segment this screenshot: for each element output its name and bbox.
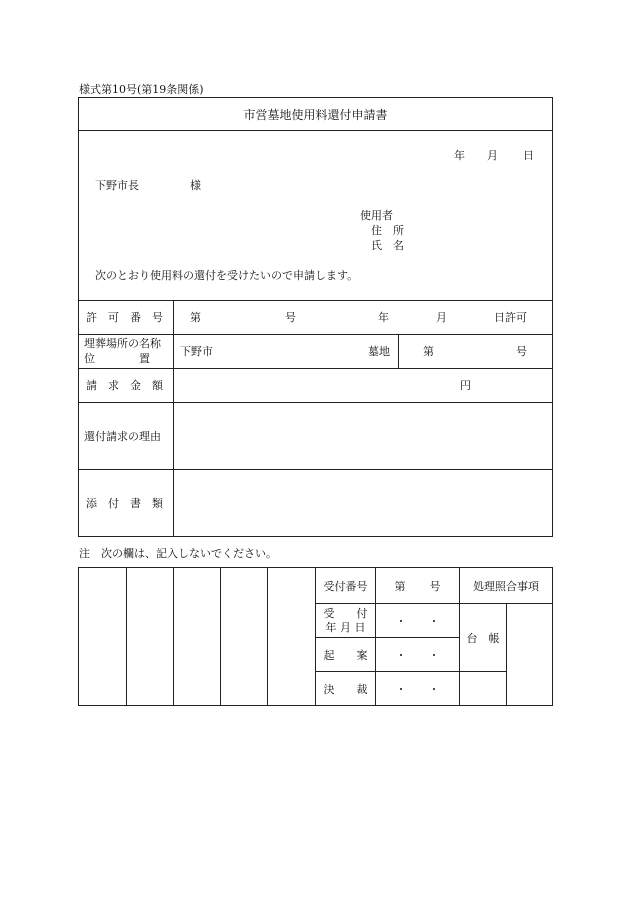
amount-label: 請 求 金 額 (86, 379, 163, 392)
draft-label: 起 案 (316, 638, 376, 672)
attachments-label: 添 付 書 類 (86, 497, 163, 510)
date-day: 日 (523, 149, 534, 162)
date-month: 月 (487, 149, 498, 162)
request-text: 次のとおり使用料の還付を受けたいので申請します。 (95, 269, 359, 282)
office-note: 注 次の欄は、記入しないでください。 (79, 547, 277, 560)
amount-unit: 円 (460, 379, 471, 392)
ledger-empty-cell (460, 672, 507, 706)
row-divider-3 (78, 368, 553, 369)
receipt-number-label: 受付番号 (316, 568, 376, 604)
office-use-table (78, 567, 553, 706)
date-year: 年 (454, 149, 465, 162)
process-check-label: 処理照合事項 (460, 568, 553, 604)
applicant-address-label: 住 所 (371, 224, 404, 237)
title-divider (78, 130, 553, 131)
permit-dai: 第 (190, 311, 201, 324)
burial-sub-divider (398, 334, 399, 368)
receipt-date-value: ・ ・ (376, 604, 460, 638)
form-title: 市営墓地使用料還付申請書 (243, 108, 388, 122)
stamp-cell-2 (127, 568, 174, 706)
burial-cemetery: 墓地 (368, 345, 390, 358)
receipt-date-label (316, 604, 376, 638)
burial-label-2: 位 置 (84, 352, 150, 365)
row-divider-1 (78, 300, 553, 301)
receipt-date-label-line-2: 年 月 日 (325, 620, 366, 634)
row-divider-2 (78, 334, 553, 335)
permit-day: 日許可 (494, 311, 527, 324)
form-label: 様式第10号(第19条関係) (79, 83, 204, 96)
receipt-number-cell (376, 568, 460, 604)
permit-number-label: 許 可 番 号 (86, 311, 163, 324)
burial-dai: 第 (423, 345, 434, 358)
ledger-stamp-cell (507, 604, 553, 706)
ledger-label: 台 帳 (460, 604, 507, 672)
stamp-cell-5 (268, 568, 316, 706)
addressee-honorific: 様 (190, 179, 201, 192)
label-column-divider (173, 300, 174, 537)
applicant-name-label: 氏 名 (371, 239, 404, 252)
burial-label-1: 埋葬場所の名称 (84, 337, 161, 350)
stamp-cell-4 (221, 568, 268, 706)
applicant-label: 使用者 (360, 209, 393, 222)
permit-month: 月 (436, 311, 447, 324)
decision-date-value: ・ ・ (376, 672, 460, 706)
draft-date-value: ・ ・ (376, 638, 460, 672)
burial-city: 下野市 (180, 345, 213, 358)
decision-label: 決 裁 (316, 672, 376, 706)
stamp-cell-3 (174, 568, 221, 706)
receipt-date-label-line-1: 受 付 (323, 606, 368, 620)
row-divider-4 (78, 402, 553, 403)
receipt-number-go: 号 (429, 579, 441, 593)
row-divider-5 (78, 469, 553, 470)
reason-label: 還付請求の理由 (84, 430, 161, 443)
stamp-cell-1 (79, 568, 127, 706)
addressee-name: 下野市長 (95, 179, 139, 192)
permit-year: 年 (378, 311, 389, 324)
burial-go: 号 (516, 345, 527, 358)
receipt-number-dai: 第 (394, 579, 406, 593)
permit-go: 号 (285, 311, 296, 324)
